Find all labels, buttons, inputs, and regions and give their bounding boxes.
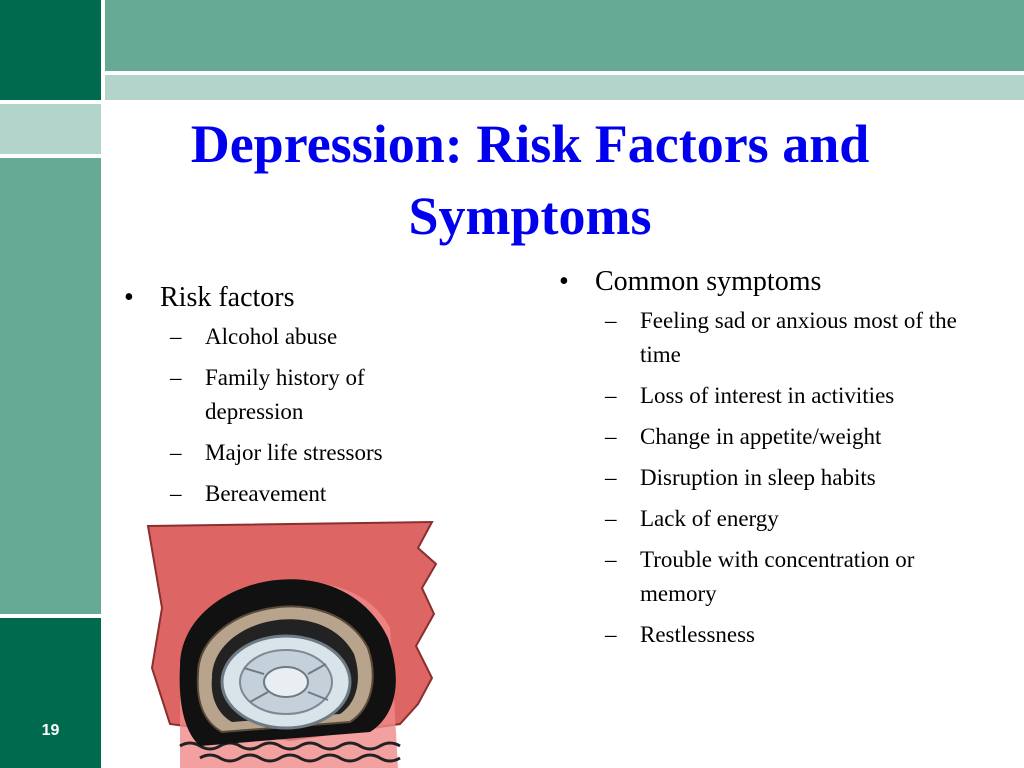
top-left-dark-block <box>0 0 101 100</box>
list-item <box>118 320 458 354</box>
list-item <box>553 543 993 611</box>
list-item <box>553 502 993 536</box>
list-item <box>118 477 458 511</box>
bottom-left-dark-block <box>0 618 101 768</box>
list-item-text: Major life stressors <box>205 440 383 465</box>
symptoms-items <box>553 304 993 652</box>
list-item-text: Bereavement <box>205 481 327 506</box>
dash: – <box>170 481 182 506</box>
list-item <box>118 436 458 470</box>
symptoms-heading-text: Common symptoms <box>595 266 822 297</box>
risk-factors-list <box>118 280 458 518</box>
dash: – <box>605 622 617 647</box>
symptoms-list <box>553 264 993 659</box>
list-item-text: Disruption in sleep habits <box>640 465 876 490</box>
dash: – <box>170 440 182 465</box>
top-header-band <box>105 0 1024 71</box>
dash: – <box>170 365 182 390</box>
dash: – <box>605 506 617 531</box>
slide-title-line2: Symptoms <box>408 186 652 246</box>
slide-title <box>110 108 950 252</box>
list-item <box>553 420 993 454</box>
list-item-text: Alcohol abuse <box>205 324 338 349</box>
bullet: • <box>559 266 569 297</box>
slide-title-line1: Depression: Risk Factors and <box>190 114 870 174</box>
dash: – <box>605 547 617 572</box>
left-sidebar-band <box>0 158 101 614</box>
list-item-text: Loss of interest in activities <box>640 383 895 408</box>
dash: – <box>605 383 617 408</box>
top-light-band <box>105 75 1024 100</box>
list-item-text: Trouble with concentration or memory <box>640 547 915 606</box>
slide-number: 19 <box>41 722 60 739</box>
left-light-block <box>0 104 101 154</box>
list-item-text: Lack of energy <box>640 506 779 531</box>
list-item <box>553 304 993 372</box>
symptoms-heading <box>553 264 993 300</box>
list-item-text: Restlessness <box>640 622 755 647</box>
risk-factors-heading <box>118 280 458 316</box>
list-item <box>553 618 993 652</box>
dash: – <box>605 424 617 449</box>
dash: – <box>605 465 617 490</box>
risk-factors-heading-text: Risk factors <box>160 282 295 313</box>
flat-tire-icon <box>140 518 440 768</box>
list-item <box>553 461 993 495</box>
dash: – <box>170 324 182 349</box>
list-item-text: Change in appetite/weight <box>640 424 882 449</box>
list-item <box>118 361 458 429</box>
dash: – <box>605 308 617 333</box>
list-item-text: Feeling sad or anxious most of the time <box>640 308 957 367</box>
list-item <box>553 379 993 413</box>
bullet: • <box>124 282 134 313</box>
list-item-text: Family history of depression <box>205 365 365 424</box>
risk-factors-items <box>118 320 458 511</box>
